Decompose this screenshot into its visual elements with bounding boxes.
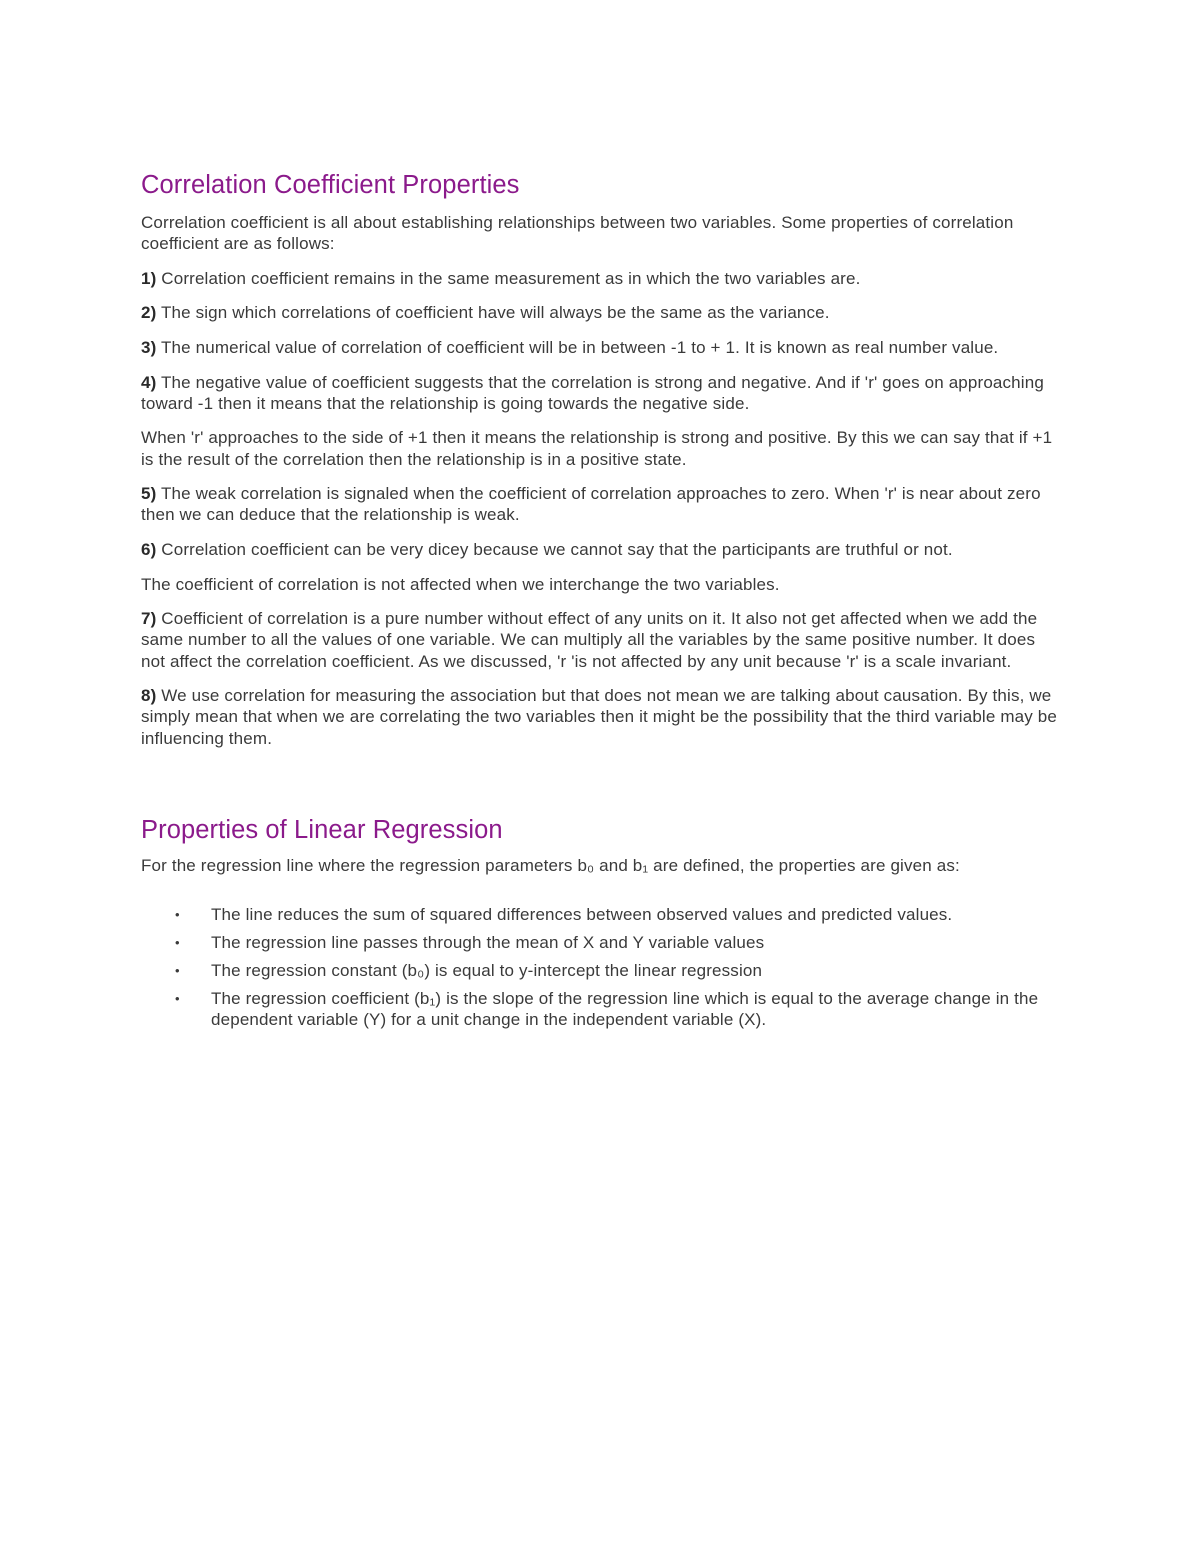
- bullet-icon: •: [175, 934, 180, 950]
- regression-intro: For the regression line where the regression parameters b₀ and b₁ are defined, the properties are given as:: [141, 855, 960, 875]
- item-text: The numerical value of correlation of coefficient will be in between -1 to + 1. It is known as real number value.: [156, 337, 999, 357]
- item-text: Coefficient of correlation is a pure number without effect of any units on it. It also not get affected when we add the same number to all the values of one variable. We can multiply all the variables by the same positive number. It does not affect the correlation coefficient. As we discussed, 'r 'is not affected by any unit because 'r' is a scale invariant.: [141, 609, 1038, 671]
- item-text: Correlation coefficient can be very dicey because we cannot say that the participants are truthful or not.: [156, 539, 953, 559]
- regression-section-title: Properties of Linear Regression: [141, 815, 503, 844]
- correlation-item: [141, 302, 1061, 323]
- item-number: 7): [141, 609, 157, 629]
- item-text: The sign which correlations of coefficient have will always be the same as the variance.: [156, 303, 830, 323]
- list-item-text: The regression coefficient (b₁) is the slope of the regression line which is equal to the average change in the dependent variable (Y) for a unit change in the independent variable (X).: [211, 988, 1039, 1030]
- list-item-text: The line reduces the sum of squared differences between observed values and predicted values.: [211, 904, 953, 924]
- bullet-icon: •: [175, 990, 180, 1006]
- item-text: The weak correlation is signaled when the coefficient of correlation approaches to zero. When 'r' is near about zero then we can deduce that the relationship is weak.: [141, 484, 1041, 525]
- list-item: [141, 960, 1061, 981]
- item-number: 2): [141, 303, 157, 323]
- correlation-item: [141, 685, 1061, 749]
- correlation-section-title: Correlation Coefficient Properties: [141, 171, 520, 199]
- list-item-text: The regression line passes through the mean of X and Y variable values: [211, 932, 765, 952]
- list-item: [141, 932, 1061, 953]
- correlation-item: [141, 539, 1061, 560]
- item-text: The coefficient of correlation is not affected when we interchange the two variables.: [141, 574, 780, 594]
- item-number: 1): [141, 268, 157, 288]
- correlation-item: [141, 268, 1061, 289]
- item-number: 3): [141, 337, 157, 357]
- correlation-note: [141, 427, 1061, 469]
- item-number: 5): [141, 484, 157, 504]
- correlation-item: [141, 608, 1061, 672]
- item-number: 6): [141, 539, 157, 559]
- item-text: When 'r' approaches to the side of +1 then it means the relationship is strong and positive. By this we can say that if +1 is the result of the correlation then the relationship is in a positive state.: [141, 428, 1053, 469]
- correlation-item: [141, 483, 1061, 525]
- correlation-item: [141, 372, 1061, 414]
- regression-properties-list: [141, 904, 1061, 1030]
- correlation-intro: Correlation coefficient is all about establishing relationships between two variables. Some properties of correlation coefficient are as follows:: [141, 213, 1014, 254]
- item-text: Correlation coefficient remains in the same measurement as in which the two variables are.: [156, 268, 861, 288]
- item-text: We use correlation for measuring the association but that does not mean we are talking about causation. By this, we simply mean that when we are correlating the two variables then it might be the possibility that the third variable may be influencing them.: [141, 686, 1057, 748]
- item-text: The negative value of coefficient suggests that the correlation is strong and negative. And if 'r' goes on approaching toward -1 then it means that the relationship is going towards the negative side.: [141, 372, 1044, 413]
- list-item: [141, 904, 1061, 925]
- item-number: 8): [141, 686, 157, 706]
- list-item: [141, 988, 1061, 1030]
- correlation-item: [141, 337, 1061, 358]
- correlation-note: [141, 574, 1061, 595]
- document-page: [141, 168, 1061, 1037]
- list-item-text: The regression constant (b₀) is equal to y-intercept the linear regression: [211, 960, 763, 980]
- bullet-icon: •: [175, 906, 180, 922]
- item-number: 4): [141, 372, 157, 392]
- bullet-icon: •: [175, 962, 180, 978]
